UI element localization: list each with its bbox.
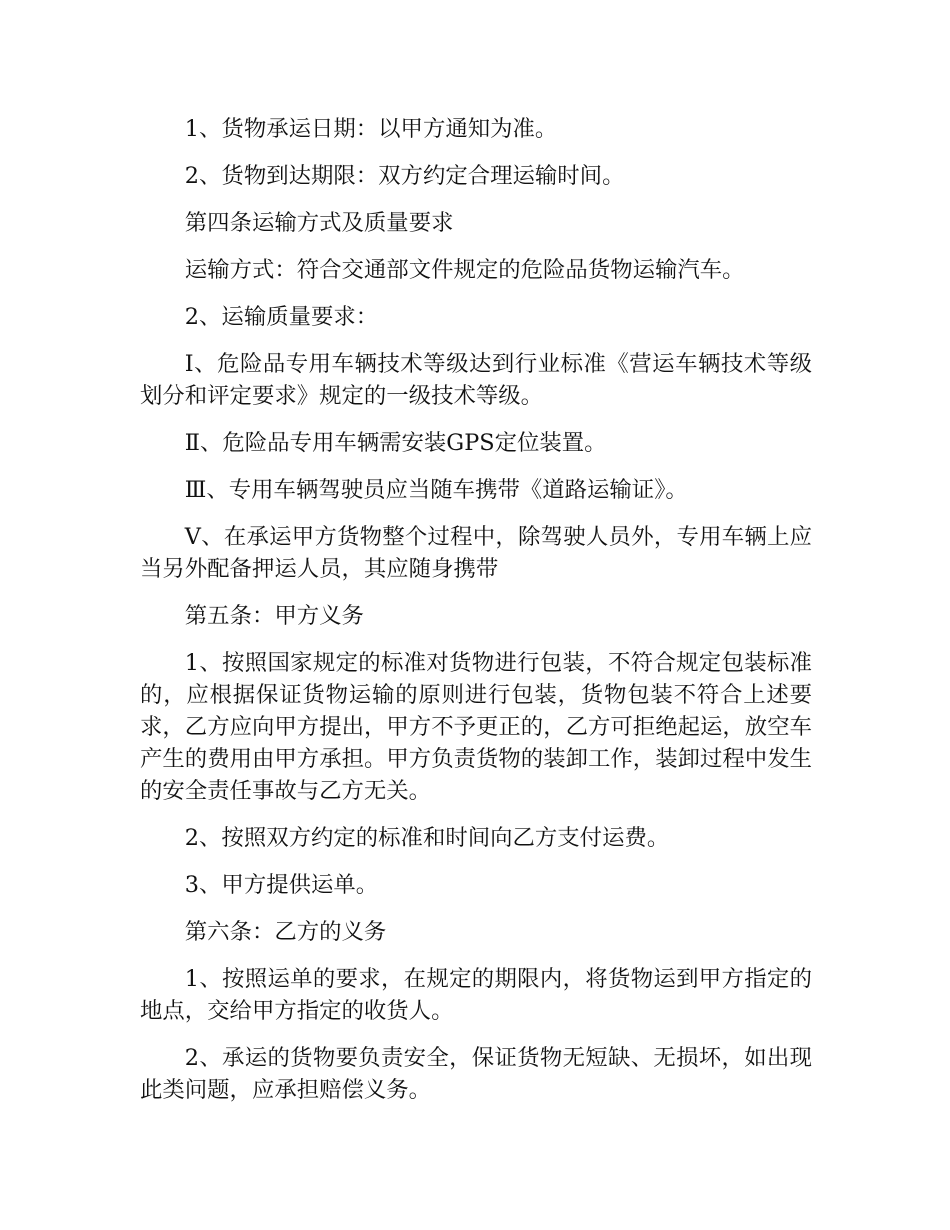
document-page [140, 113, 812, 1121]
paragraph-shipping-date: 1、货物承运日期：以甲方通知为准。 [184, 116, 558, 142]
paragraph-requirement-5: Ⅴ、在承运甲方货物整个过程中，除驾驶人员外，专用车辆上应当另外配备押运人员，其应随身携带 [140, 524, 812, 582]
paragraph-requirement-2: Ⅱ、危险品专用车辆需安装GPS定位装置。 [184, 430, 607, 456]
paragraph-party-a-duty-1: 1、按照国家规定的标准对货物进行包装，不符合规定包装标准的，应根据保证货物运输的原则进行包装，货物包装不符合上述要求，乙方应向甲方提出，甲方不予更正的，乙方可拒绝起运，放空车产生的费用由甲方承担。甲方负责货物的装卸工作，装卸过程中发生的安全责任事故与乙方无关。 [140, 650, 812, 804]
paragraph-arrival-deadline: 2、货物到达期限：双方约定合理运输时间。 [184, 163, 625, 189]
paragraph-requirement-1: Ⅰ、危险品专用车辆技术等级达到行业标准《营运车辆技术等级划分和评定要求》规定的一级技术等级。 [140, 351, 812, 409]
paragraph-transport-method: 运输方式：符合交通部文件规定的危险品货物运输汽车。 [184, 257, 745, 283]
paragraph-quality-requirements: 2、运输质量要求： [184, 304, 379, 330]
section-heading-article-6: 第六条：乙方的义务 [184, 919, 387, 945]
paragraph-party-a-duty-2: 2、按照双方约定的标准和时间向乙方支付运费。 [184, 825, 670, 851]
paragraph-party-a-duty-3: 3、甲方提供运单。 [184, 872, 379, 898]
paragraph-party-b-duty-1: 1、按照运单的要求，在规定的期限内，将货物运到甲方指定的地点，交给甲方指定的收货人。 [140, 966, 812, 1024]
section-heading-article-4: 第四条运输方式及质量要求 [184, 210, 454, 236]
paragraph-requirement-3: Ⅲ、专用车辆驾驶员应当随车携带《道路运输证》。 [184, 477, 688, 503]
section-heading-article-5: 第五条：甲方义务 [184, 603, 364, 629]
paragraph-party-b-duty-2: 2、承运的货物要负责安全，保证货物无短缺、无损坏，如出现此类问题，应承担赔偿义务。 [140, 1045, 812, 1103]
